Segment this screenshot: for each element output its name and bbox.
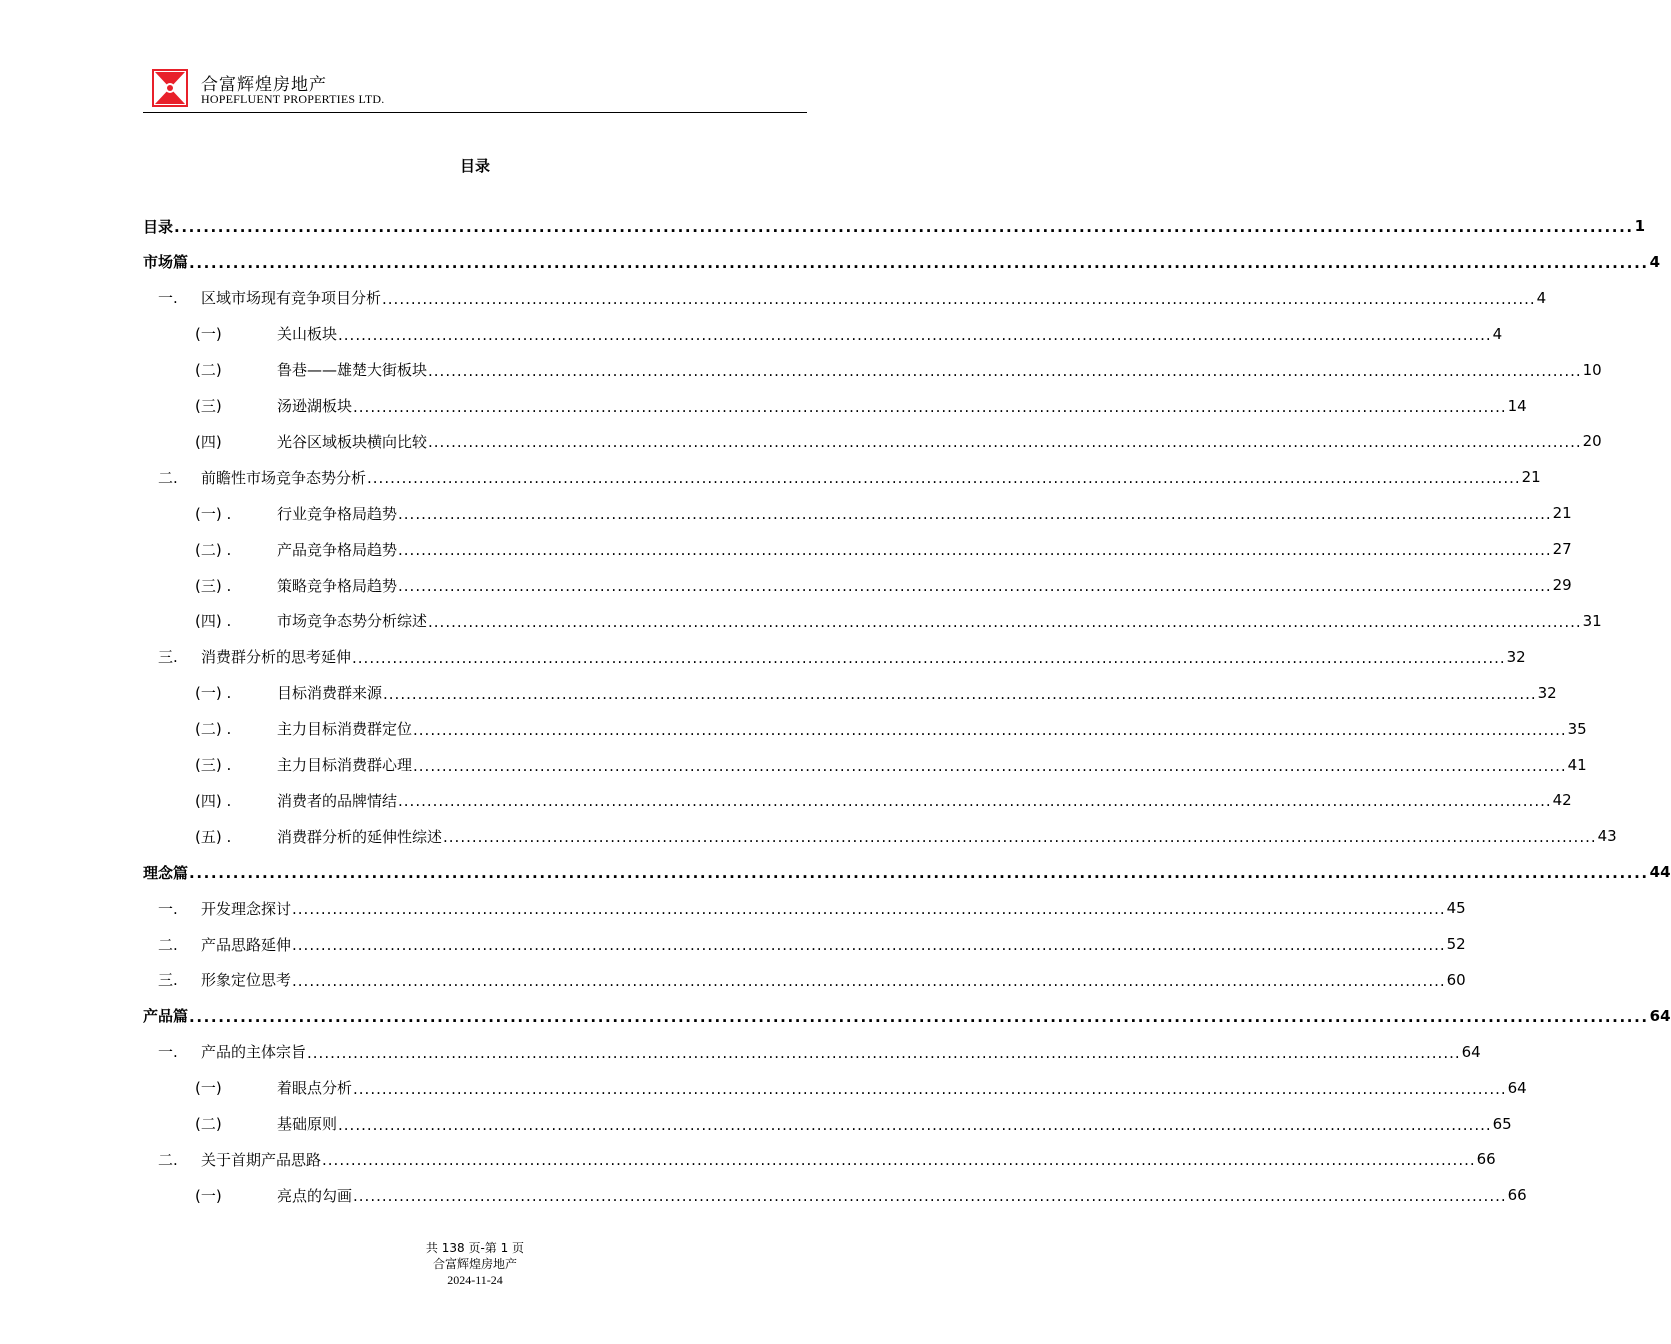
toc-entry[interactable] — [143, 352, 1602, 388]
toc-entry-page: 4 — [1492, 324, 1503, 343]
toc-entry-title: 产品的主体宗旨 — [201, 1043, 307, 1062]
toc-dot-leader: ........................................................................................................................................................................................................ — [383, 684, 1537, 703]
toc-entry-title: 关山板块 — [277, 325, 338, 344]
toc-dot-leader: ........................................................................................................................................................................................................ — [367, 469, 1521, 488]
toc-entry-page: 64 — [1649, 1006, 1671, 1025]
toc-entry[interactable] — [143, 1034, 1481, 1070]
toc-entry-title: 汤逊湖板块 — [277, 397, 353, 415]
toc-entry-page: 32 — [1537, 683, 1557, 702]
toc-entry-title: 目标消费群来源 — [277, 684, 383, 703]
toc-entry[interactable] — [143, 926, 1466, 962]
toc-entry[interactable] — [143, 854, 1671, 890]
toc-entry-page: 35 — [1567, 719, 1587, 738]
toc-entry-page: 32 — [1506, 647, 1526, 666]
toc-entry-page: 44 — [1649, 863, 1671, 882]
toc-entry-page: 27 — [1552, 540, 1572, 559]
toc-entry-title: 亮点的勾画 — [277, 1186, 353, 1205]
toc-entry-title: 消费群分析的延伸性综述 — [277, 827, 443, 846]
toc-entry-page: 41 — [1567, 755, 1587, 774]
toc-entry[interactable] — [143, 1106, 1512, 1142]
toc-entry-title: 目录 — [143, 217, 174, 236]
toc-entry[interactable] — [143, 495, 1572, 531]
toc-dot-leader: ........................................................................................................................................................................................................ — [352, 648, 1506, 667]
toc-entry[interactable] — [143, 603, 1602, 639]
toc-entry[interactable] — [143, 388, 1527, 424]
toc-entry-title: 基础原则 — [277, 1115, 338, 1133]
toc-entry-page: 66 — [1476, 1150, 1496, 1169]
toc-entry-number: (四) . — [195, 791, 232, 810]
toc-dot-leader: ........................................................................................................................................................................................................ — [382, 289, 1536, 308]
toc-entry-title: 策略竞争格局趋势 — [277, 576, 398, 595]
toc-entry[interactable] — [143, 818, 1617, 854]
toc-entry[interactable] — [143, 567, 1572, 603]
footer-date: 2024-11-24 — [447, 1273, 503, 1287]
toc-entry[interactable] — [143, 675, 1557, 711]
toc-entry-page: 20 — [1582, 432, 1602, 451]
toc-dot-leader: ........................................................................................................................................................................................................ — [307, 1043, 1461, 1062]
toc-dot-leader: ........................................................................................................................................................................................................ — [353, 1079, 1507, 1098]
toc-entry-page: 4 — [1649, 252, 1661, 271]
toc-entry-page: 1 — [1634, 217, 1646, 235]
toc-dot-leader: ........................................................................................................................................................................................................ — [353, 1187, 1507, 1206]
toc-entry[interactable] — [143, 782, 1572, 818]
page-footer — [0, 1240, 950, 1288]
toc-dot-leader: ........................................................................................................................................................................................................ — [428, 361, 1582, 380]
toc-dot-leader: ........................................................................................................................................................................................................ — [338, 1115, 1492, 1134]
toc-dot-leader: ........................................................................................................................................................................................................ — [189, 1007, 1649, 1026]
toc-entry-number: (四) . — [195, 612, 232, 631]
toc-entry-number: (一) — [195, 1186, 222, 1205]
toc-dot-leader: ........................................................................................................................................................................................................ — [398, 505, 1552, 524]
toc-entry-title: 产品篇 — [143, 1007, 189, 1026]
toc-entry-page: 10 — [1582, 360, 1602, 379]
toc-entry-number: 三. — [158, 971, 178, 990]
toc-entry-title: 市场篇 — [143, 253, 189, 272]
toc-entry-page: 4 — [1536, 288, 1547, 307]
toc-entry[interactable] — [143, 1141, 1496, 1177]
toc-entry-page: 29 — [1552, 576, 1572, 594]
toc-entry[interactable] — [143, 208, 1646, 244]
toc-entry-page: 52 — [1446, 935, 1466, 953]
toc-entry-page: 60 — [1446, 970, 1466, 989]
toc-entry-page: 43 — [1597, 827, 1617, 846]
company-name-cn: 合富辉煌房地产 — [201, 75, 327, 95]
toc-dot-leader: ........................................................................................................................................................................................................ — [398, 541, 1552, 560]
company-logo-icon — [152, 69, 188, 107]
toc-entry-number: (二) . — [195, 540, 232, 559]
toc-dot-leader: ........................................................................................................................................................................................................ — [292, 900, 1446, 919]
toc-entry-number: (一) — [195, 325, 222, 344]
toc-title: 目录 — [459, 157, 490, 175]
footer-company: 合富辉煌房地产 — [432, 1257, 517, 1271]
toc-entry-number: (三) . — [195, 576, 232, 595]
toc-dot-leader: ........................................................................................................................................................................................................ — [174, 218, 1634, 236]
toc-dot-leader: ........................................................................................................................................................................................................ — [189, 253, 1649, 272]
toc-entry-title: 着眼点分析 — [277, 1079, 353, 1098]
toc-entry[interactable] — [143, 1070, 1527, 1106]
toc-entry[interactable] — [143, 962, 1466, 998]
toc-dot-leader: ........................................................................................................................................................................................................ — [413, 720, 1567, 739]
toc-entry-number: (二) — [195, 1115, 222, 1133]
toc-entry-title: 区域市场现有竞争项目分析 — [201, 289, 382, 308]
toc-entry-number: 一. — [158, 1043, 178, 1062]
toc-entry[interactable] — [143, 423, 1602, 459]
toc-entry-number: (一) . — [195, 504, 232, 523]
toc-entry-number: (五) . — [195, 827, 232, 846]
toc-entry-number: (四) — [195, 432, 222, 451]
toc-dot-leader: ........................................................................................................................................................................................................ — [292, 936, 1446, 954]
toc-entry-number: (一) — [195, 1079, 222, 1098]
toc-entry-title: 产品竞争格局趋势 — [277, 540, 398, 559]
toc-dot-leader: ........................................................................................................................................................................................................ — [189, 864, 1649, 883]
toc-entry-title: 主力目标消费群定位 — [277, 720, 413, 739]
toc-entry-number: (二) — [195, 361, 222, 380]
toc-entry-title: 开发理念探讨 — [201, 899, 292, 918]
toc-entry-number: (三) — [195, 397, 222, 415]
toc-entry[interactable] — [143, 711, 1587, 747]
toc-dot-leader: ........................................................................................................................................................................................................ — [322, 1151, 1476, 1170]
company-name-en: HOPEFLUENT PROPERTIES LTD. — [201, 92, 385, 106]
toc-entry-title: 前瞻性市场竞争态势分析 — [201, 468, 367, 487]
toc-entry[interactable] — [143, 459, 1541, 495]
toc-dot-leader: ........................................................................................................................................................................................................ — [428, 433, 1582, 452]
toc-entry[interactable] — [143, 244, 1661, 280]
toc-entry-title: 行业竞争格局趋势 — [277, 504, 398, 523]
toc-dot-leader: ........................................................................................................................................................................................................ — [443, 828, 1597, 847]
toc-entry-number: 二. — [158, 935, 178, 954]
toc-entry-title: 消费群分析的思考延伸 — [201, 648, 352, 667]
toc-entry[interactable] — [143, 639, 1526, 675]
toc-entry-title: 市场竞争态势分析综述 — [277, 612, 428, 631]
toc-entry-page: 45 — [1446, 899, 1466, 918]
toc-entry-number: (三) . — [195, 756, 232, 774]
toc-entry-number: 二. — [158, 468, 178, 487]
toc-entry[interactable] — [143, 747, 1587, 783]
toc-entry-page: 31 — [1582, 611, 1602, 630]
toc-entry[interactable] — [143, 998, 1671, 1034]
toc-entry-title: 鲁巷——雄楚大街板块 — [277, 361, 428, 380]
toc-entry-title: 理念篇 — [143, 863, 189, 882]
toc-entry-title: 产品思路延伸 — [201, 935, 292, 954]
toc-entry-page: 64 — [1461, 1042, 1481, 1061]
toc-entry-number: 一. — [158, 289, 178, 308]
toc-entry-page: 21 — [1521, 468, 1541, 487]
toc-dot-leader: ........................................................................................................................................................................................................ — [398, 792, 1552, 811]
toc-dot-leader: ........................................................................................................................................................................................................ — [398, 577, 1552, 595]
toc-dot-leader: ........................................................................................................................................................................................................ — [413, 756, 1567, 775]
toc-entry-number: 三. — [158, 648, 178, 667]
toc-entry-number: 一. — [158, 899, 178, 918]
toc-entry-page: 64 — [1507, 1078, 1527, 1097]
toc-entry-number: (一) . — [195, 684, 232, 703]
toc-entry-page: 21 — [1552, 504, 1572, 523]
toc-entry[interactable] — [143, 316, 1503, 352]
toc-entry-page: 14 — [1507, 396, 1527, 415]
toc-entry-title: 消费者的品牌情结 — [277, 791, 398, 810]
footer-page-info: 共 138 页-第 1 页 — [425, 1241, 525, 1255]
toc-entry-page: 66 — [1507, 1186, 1527, 1205]
toc-entry-title: 形象定位思考 — [201, 971, 292, 990]
toc-dot-leader: ........................................................................................................................................................................................................ — [353, 397, 1507, 416]
toc-entry-title: 光谷区域板块横向比较 — [277, 432, 428, 451]
toc-entry[interactable] — [143, 531, 1572, 567]
toc-entry-number: 二. — [158, 1150, 178, 1169]
toc-entry-title: 关于首期产品思路 — [201, 1150, 322, 1169]
toc-dot-leader: ........................................................................................................................................................................................................ — [292, 971, 1446, 990]
toc-dot-leader: ........................................................................................................................................................................................................ — [338, 325, 1492, 344]
toc-entry[interactable] — [143, 890, 1466, 926]
toc-entry[interactable] — [143, 1177, 1527, 1213]
toc-entry[interactable] — [143, 280, 1547, 316]
toc-entry-title: 主力目标消费群心理 — [277, 756, 413, 774]
page-header — [143, 66, 807, 113]
toc-dot-leader: ........................................................................................................................................................................................................ — [428, 612, 1582, 631]
toc-entry-page: 42 — [1552, 791, 1572, 810]
toc-entry-number: (二) . — [195, 720, 232, 739]
toc-entry-page: 65 — [1492, 1114, 1512, 1133]
